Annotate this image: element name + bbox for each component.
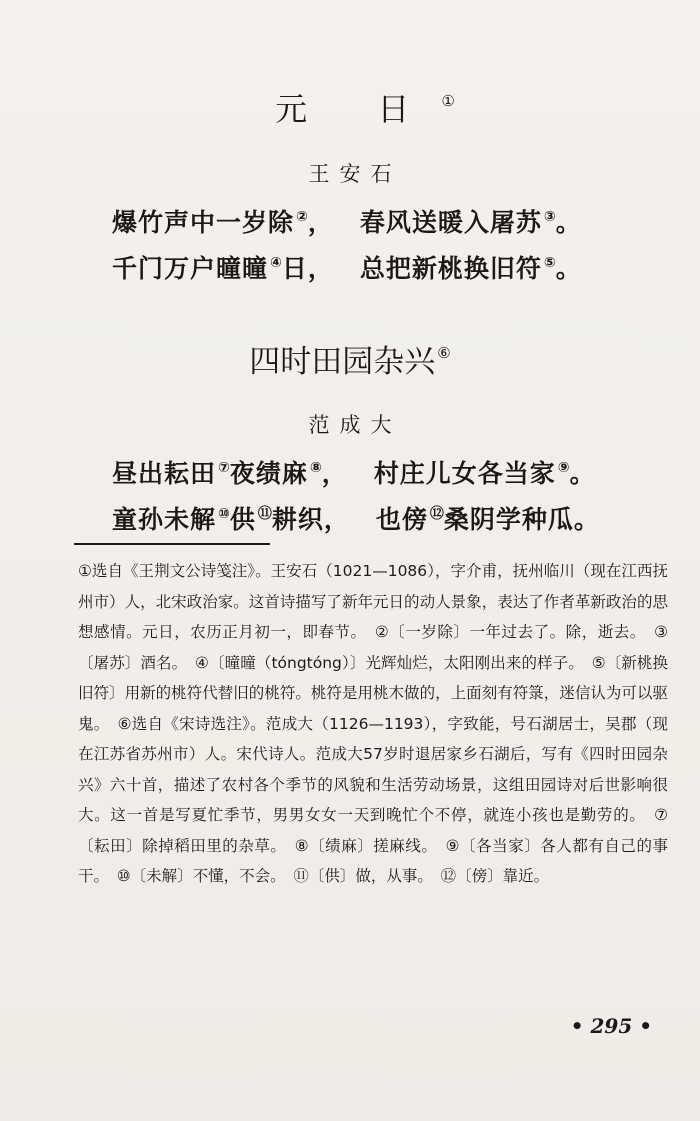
- page-number: • 295 •: [570, 1014, 652, 1038]
- verse-text: 。: [569, 459, 596, 488]
- verse-line-2: [112, 249, 672, 285]
- verse-text: 。: [555, 208, 582, 237]
- poem-author-wang-anshi: 王安石: [308, 162, 402, 186]
- footnote-marker: ⑪: [257, 506, 272, 522]
- verse-text: 千门万户曈曈: [112, 254, 269, 283]
- footnotes-text: ①选自《王荆文公诗笺注》。王安石（1021—1086），字介甫，抚州临川（现在江西抚州市）人，北宋政治家。这首诗描写了新年元日的动人景象，表达了作者革新政治的思想感情。元日，农历正月初一，即春节。 ②〔一岁除〕一年过去了。除，逝去。 ③〔屠苏〕酒名。 ④〔曈曈（tóngtóng）〕光辉灿烂，太阳刚出来的样子。 ⑤〔新桃换旧符〕用新的桃符代替旧的桃符。桃符是用桃木做的，上面刻有符箓，迷信认为可以驱鬼。 ⑥选自《宋诗选注》。范成大（1126—1193），字致能，号石湖居士，吴郡（现在江苏省苏州市）人。宋代诗人。范成大57岁时退居家乡石湖后，写有《四时田园杂兴》六十首，描述了农村各个季节的风貌和生活劳动场景，这组田园诗对后世影响很大。这一首是写夏忙季节，男男女女一天到晚忙个不停，就连小孩也是勤劳的。 ⑦〔耘田〕除掉稻田里的杂草。 ⑧〔绩麻〕搓麻线。 ⑨〔各当家〕各人都有自己的事干。 ⑩〔未解〕不懂，不会。 ⑪〔供〕做，从事。 ⑫〔傍〕靠近。: [78, 562, 668, 885]
- poem-title-text: 元 日: [275, 90, 440, 128]
- poem-author-fan-chengda: 范成大: [308, 413, 402, 437]
- verse-text: ，: [307, 208, 334, 237]
- poem-title-text: 四时田园杂兴: [249, 344, 436, 380]
- verse-text: 日，: [281, 254, 334, 283]
- verse-text: ，: [321, 459, 348, 488]
- footnote-marker: ⑧: [309, 460, 322, 476]
- verse-text: 昼出耘田: [112, 459, 217, 488]
- footnote-marker: ⑫: [429, 506, 444, 522]
- footnote-marker: ⑥: [437, 344, 451, 362]
- verse-text: 总把新桃换旧符: [359, 254, 542, 283]
- verse-text: 夜绩麻: [229, 459, 308, 488]
- footnote-marker: ⑨: [557, 460, 570, 476]
- verse-text: 桑阴学种瓜。: [443, 505, 600, 534]
- verse-text: 村庄儿女各当家: [373, 459, 556, 488]
- verse-line-4: [112, 500, 672, 536]
- footnote-marker: ②: [296, 209, 308, 225]
- poem-title-yuanri: [0, 84, 700, 130]
- footnote-marker: ⑩: [218, 506, 230, 522]
- verse-text: 。: [555, 254, 582, 283]
- footnote-marker: ①: [441, 92, 455, 110]
- footnotes-block: [78, 556, 668, 892]
- verse-text: 耕织，: [271, 505, 350, 534]
- footnote-divider: [74, 543, 270, 545]
- verse-text: 春风送暖入屠苏: [359, 208, 542, 237]
- verse-line-3: [112, 454, 672, 490]
- verse-text: 爆竹声中一岁除: [112, 208, 295, 237]
- footnote-marker: ④: [270, 255, 282, 271]
- verse-line-1: [112, 203, 672, 239]
- verse-text: 供: [229, 505, 256, 534]
- footnote-marker: ⑦: [218, 460, 230, 476]
- poem-title-sishi-tianyuan: [0, 336, 700, 381]
- verse-text: 童孙未解: [112, 505, 217, 534]
- verse-text: 也傍: [375, 505, 428, 534]
- footnote-marker: ③: [543, 209, 556, 225]
- footnote-marker: ⑤: [543, 255, 556, 271]
